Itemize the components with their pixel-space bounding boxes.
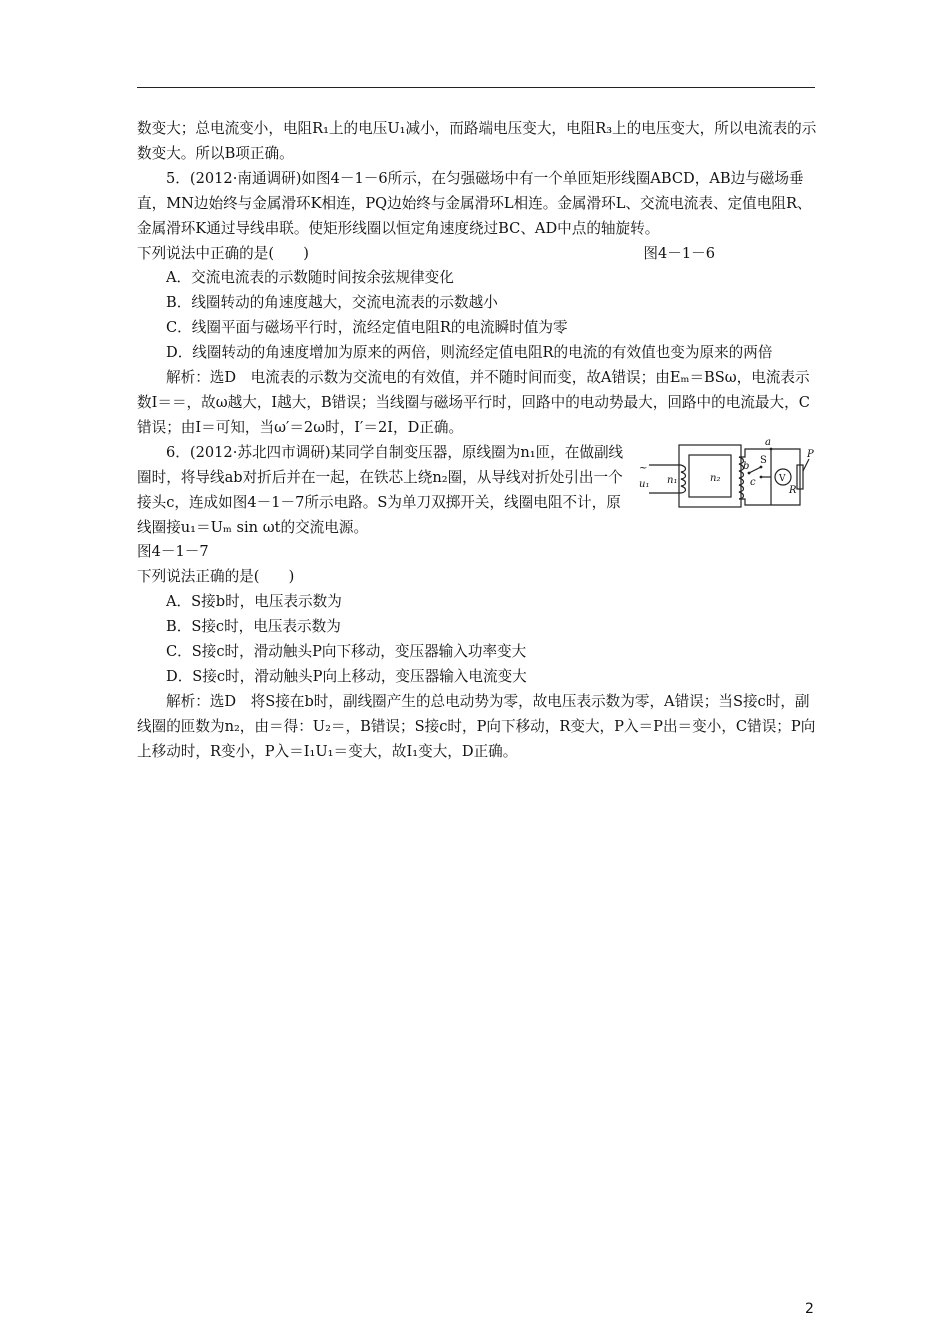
voltmeter-label: V: [779, 473, 786, 484]
question-5-option-d: D．线圈转动的角速度增加为原来的两倍，则流经定值电阻R的电流的有效值也变为原来的两倍: [166, 344, 773, 362]
question-6-option-d: D．S接c时，滑动触头P向上移动，变压器输入电流变大: [166, 667, 527, 685]
question-5-prompt: 下列说法中正确的是( ): [137, 244, 309, 262]
question-5-prompt-row: [137, 242, 817, 267]
question-5-analysis: 解析：选D 电流表的示数为交流电的有效值，并不随时间而变，故A错误；由Eₘ＝BSω，电流表示数I＝＝，故ω越大，I越大，B错误；当线圈与磁场平行时，回路中的电动势最大，回路中的电流最大，C错误；由I＝可知，当ω′＝2ω时，I′＝2I，D正确。: [137, 369, 810, 436]
question-6-stem: 6．(2012·苏北四市调研)某同学自制变压器，原线圈为n₁匝，在做副线圈时，将导线ab对折后并在一起，在铁芯上绕n₂圈，从导线对折处引出一个接头c，连成如图4－1－7所示电路。S为单刀双掷开关，线圈电阻不计，原线圈接u₁＝Uₘ sin ωt的交流电源。: [137, 443, 624, 536]
question-6-option-c: C．S接c时，滑动触头P向下移动，变压器输入功率变大: [166, 643, 527, 661]
n1-label: n₁: [667, 474, 678, 486]
transformer-circuit-diagram: [637, 439, 817, 517]
resistor-r-label: R: [789, 484, 797, 496]
question-6-prompt: 下列说法正确的是( ): [137, 568, 295, 586]
page-number: 2: [805, 1301, 814, 1317]
switch-s-label: S: [760, 454, 767, 466]
intro-paragraph: 数变大；总电流变小，电阻R₁上的电压U₁减小，而路端电压变大，电阻R₃上的电压变大，所以电流表的示数变大。所以B项正确。: [137, 120, 817, 162]
question-6-option-b: B．S接c时，电压表示数为: [166, 618, 341, 636]
question-6-option-a: A．S接b时，电压表示数为: [166, 593, 342, 611]
question-6-block: [137, 438, 817, 541]
question-5-option-b: B．线圈转动的角速度越大，交流电流表的示数越小: [166, 294, 498, 312]
page-content: [137, 117, 817, 765]
terminal-c-label: c: [750, 476, 756, 488]
terminal-a-label: a: [765, 438, 771, 448]
figure-4-1-6-label: 图4－1－6: [643, 244, 715, 262]
header-rule: [137, 87, 815, 88]
terminal-b-label: b: [743, 460, 750, 472]
question-5-option-c: C．线圈平面与磁场平行时，流经定值电阻R的电流瞬时值为零: [166, 319, 568, 337]
question-5-option-a: A．交流电流表的示数随时间按余弦规律变化: [166, 269, 454, 287]
question-5-stem: 5．(2012·南通调研)如图4－1－6所示，在匀强磁场中有一个单匝矩形线圈ABCD，AB边与磁场垂直，MN边始终与金属滑环K相连，PQ边始终与金属滑环L相连。金属滑环L、交流电流表、定值电阻R、金属滑环K通过导线串联。使矩形线圈以恒定角速度绕过BC、AD中点的轴旋转。: [137, 169, 812, 237]
u1-label: u₁: [639, 478, 650, 490]
source-symbol: ~: [639, 462, 648, 474]
figure-4-1-7-label: 图4－1－7: [137, 543, 209, 561]
n2-label: n₂: [710, 472, 721, 484]
question-6-analysis: 解析：选D 将S接在b时，副线圈产生的总电动势为零，故电压表示数为零，A错误；当S接c时，副线圈的匝数为n₂，由＝得：U₂＝，B错误；S接c时，P向下移动，R变大，P入＝P出＝变小，C错误；P向上移动时，R变小，P入＝I₁U₁＝变大，故I₁变大，D正确。: [137, 692, 816, 760]
slider-p-label: P: [807, 448, 814, 460]
